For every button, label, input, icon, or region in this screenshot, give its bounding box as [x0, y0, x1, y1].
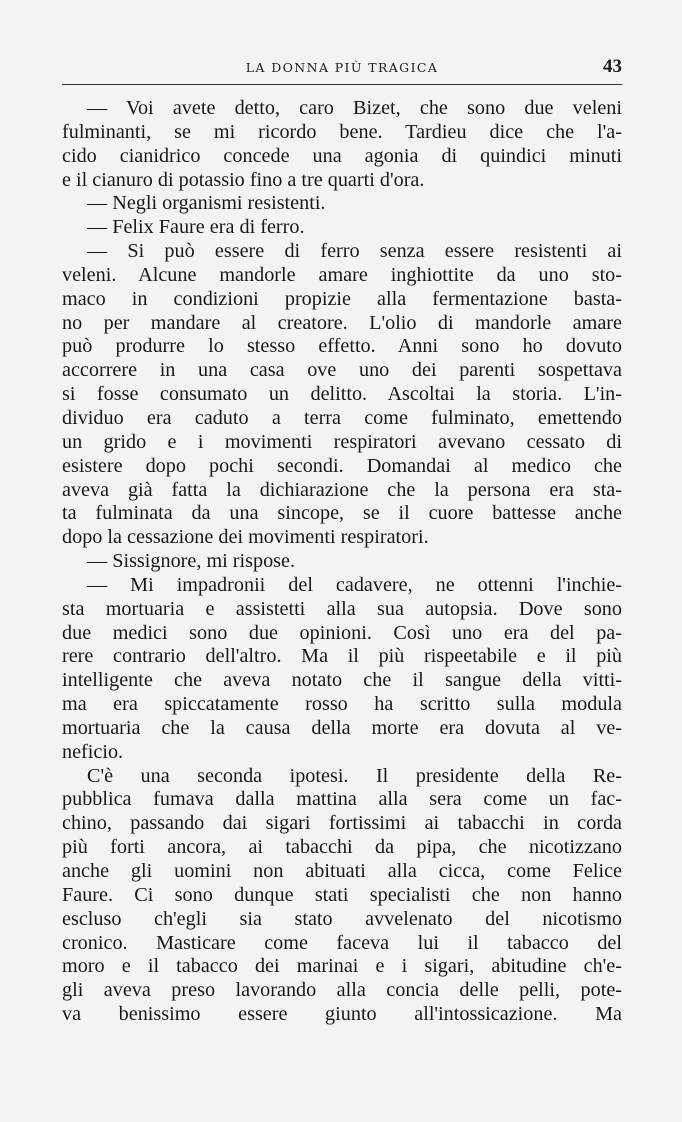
- body-text: [62, 97, 622, 1027]
- text-line: e il cianuro di potassio fino a tre quarti d'ora.: [62, 168, 425, 191]
- text-line: si fosse consumato un delitto. Ascoltai la storia. L'in-: [62, 383, 622, 406]
- text-line: maco in condizioni propizie alla fermentazione basta-: [62, 287, 622, 310]
- text-line: più forti ancora, ai tabacchi da pipa, che nicotizzano: [62, 836, 622, 859]
- text-line: rere contrario dell'altro. Ma il più rispeetabile e il più: [62, 645, 622, 668]
- text-line: pubblica fumava dalla mattina alla sera come un fac-: [62, 788, 622, 811]
- text-line: ma era spiccatamente rosso ha scritto sulla modula: [62, 693, 622, 716]
- text-line: intelligente che aveva notato che il sangue della vitti-: [62, 669, 622, 692]
- text-line: va benissimo essere giunto all'intossicazione. Ma: [62, 1003, 622, 1026]
- page-header: [62, 58, 622, 80]
- text-line: moro e il tabacco dei marinai e i sigari, abitudine ch'e-: [62, 955, 622, 978]
- text-line: escluso ch'egli sia stato avvelenato del nicotismo: [62, 907, 622, 930]
- text-line: accorrere in una casa ove uno dei parenti sospettava: [62, 359, 622, 382]
- text-line: Faure. Ci sono dunque stati specialisti che non hanno: [62, 883, 622, 906]
- text-line: aveva già fatta la dichiarazione che la persona era sta-: [62, 478, 622, 501]
- text-line: due medici sono due opinioni. Così uno era del pa-: [62, 621, 622, 644]
- text-line: chino, passando dai sigari fortissimi ai tabacchi in corda: [62, 812, 622, 835]
- text-line: no per mandare al creatore. L'olio di mandorle amare: [62, 311, 622, 334]
- text-line: cido cianidrico concede una agonia di quindici minuti: [62, 144, 622, 167]
- text-line: può produrre lo stesso effetto. Anni sono ho dovuto: [62, 335, 622, 358]
- text-line: — Mi impadronii del cadavere, ne ottenni l'inchie-: [87, 573, 622, 596]
- text-line: esistere dopo pochi secondi. Domandai al medico che: [62, 454, 622, 477]
- text-line: — Sissignore, mi rispose.: [87, 550, 296, 573]
- text-line: fulminanti, se mi ricordo bene. Tardieu dice che l'a-: [62, 120, 622, 143]
- text-line: cronico. Masticare come faceva lui il tabacco del: [62, 931, 622, 954]
- running-title: LA DONNA PIÙ TRAGICA: [245, 60, 439, 75]
- text-line: sta mortuaria e assistetti alla sua autopsia. Dove sono: [62, 597, 622, 620]
- text-line: un grido e i movimenti respiratori avevano cessato di: [62, 430, 622, 453]
- page-number: 43: [603, 56, 622, 77]
- text-line: C'è una seconda ipotesi. Il presidente della Re-: [87, 764, 622, 787]
- text-line: ta fulminata da una sincope, se il cuore battesse anche: [62, 502, 622, 525]
- text-line: neficio.: [62, 740, 124, 763]
- text-line: mortuaria che la causa della morte era dovuta al ve-: [62, 716, 622, 739]
- text-line: gli aveva preso lavorando alla concia delle pelli, pote-: [62, 979, 622, 1002]
- text-line: dividuo era caduto a terra come fulminato, emettendo: [62, 406, 622, 429]
- text-line: veleni. Alcune mandorle amare inghiottite da uno sto-: [62, 263, 622, 286]
- text-line: — Si può essere di ferro senza essere resistenti ai: [87, 240, 622, 263]
- text-line: dopo la cessazione dei movimenti respiratori.: [62, 526, 429, 549]
- text-line: — Negli organismi resistenti.: [87, 192, 326, 215]
- text-line: anche gli uomini non abituati alla cicca, come Felice: [62, 860, 622, 882]
- text-line: — Voi avete detto, caro Bizet, che sono due veleni: [87, 97, 622, 119]
- text-line: — Felix Faure era di ferro.: [87, 216, 305, 239]
- header-rule: [62, 84, 622, 85]
